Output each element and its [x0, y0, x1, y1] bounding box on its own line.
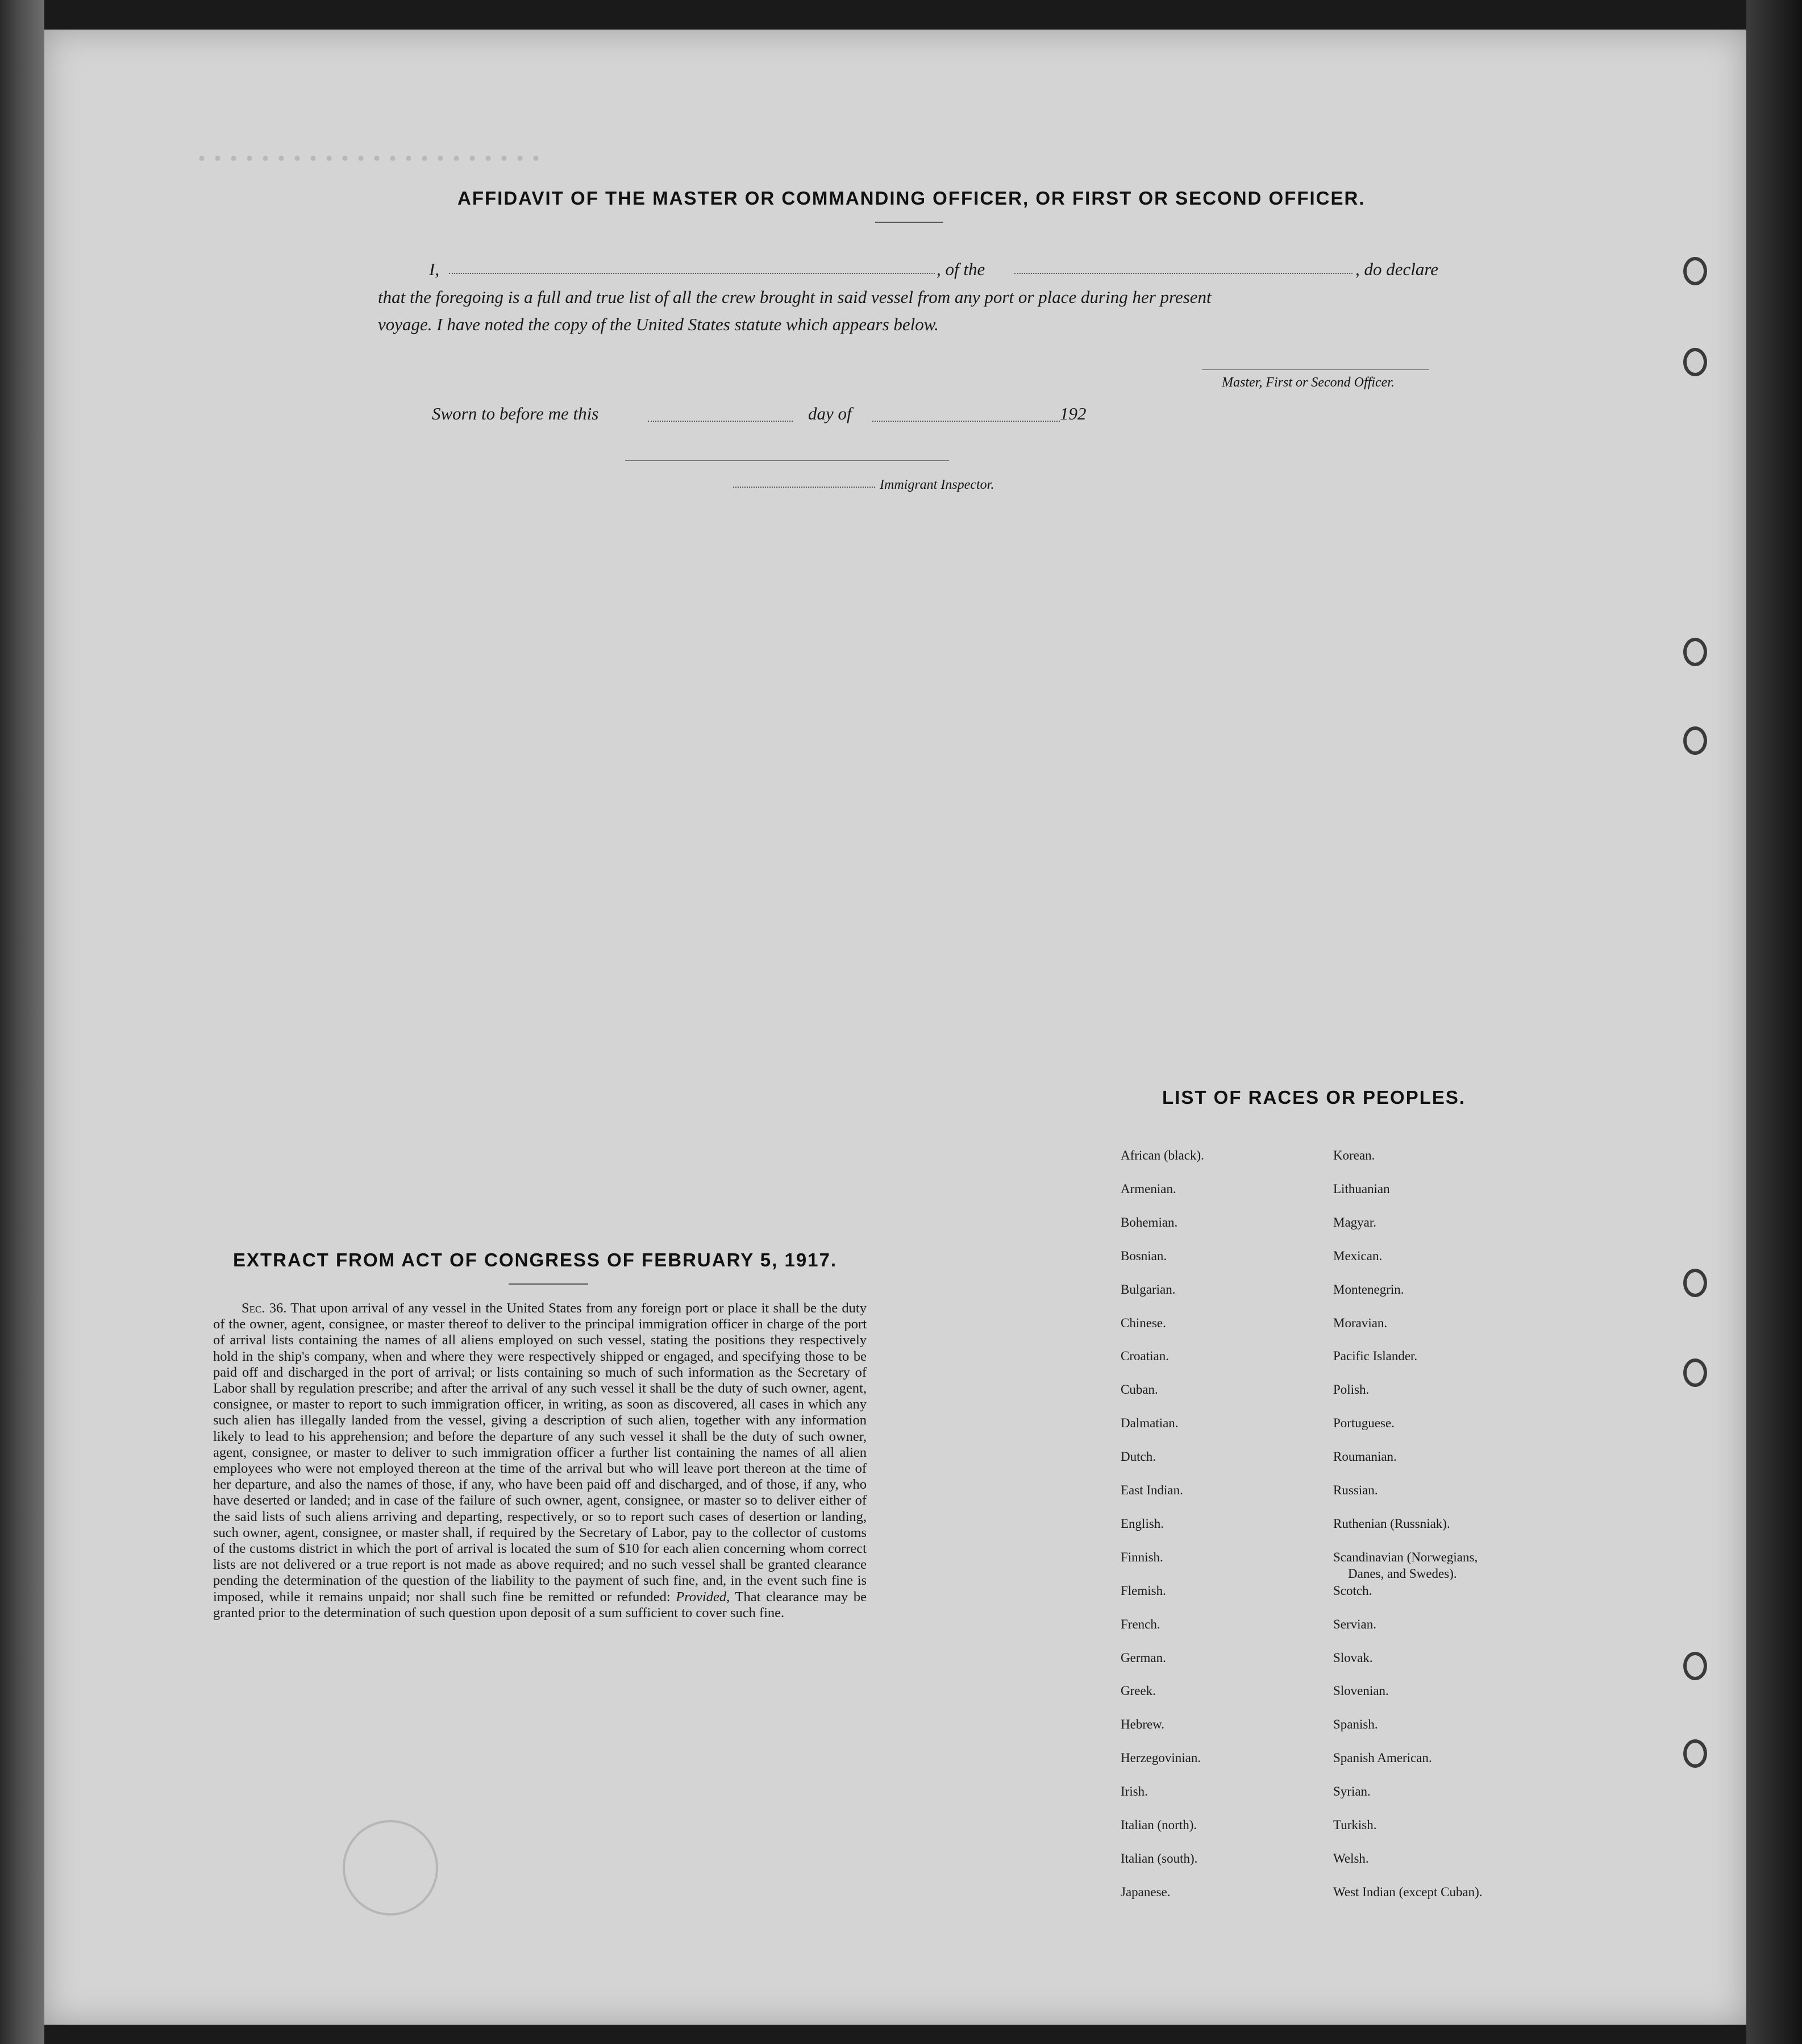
binder-hole-icon [1683, 1739, 1707, 1768]
race-item: Greek. [1121, 1684, 1156, 1698]
race-item: Flemish. [1121, 1583, 1166, 1598]
affidavit-line3: voyage. I have noted the copy of the United States statute which appears below. [378, 314, 939, 334]
binder-hole-icon [1683, 1652, 1707, 1680]
race-item: Dutch. [1121, 1449, 1156, 1464]
race-item: Croatian. [1121, 1349, 1169, 1364]
sworn-day-blank [648, 421, 793, 422]
sworn-prefix: Sworn to before me this [432, 404, 599, 423]
race-item: Slovak. [1333, 1650, 1373, 1665]
affidavit-do-declare: , do declare [1355, 259, 1439, 279]
affidavit-of-the: , of the [937, 259, 985, 279]
vessel-blank [1014, 273, 1352, 274]
affidavit-line2: that the foregoing is a full and true list of all the crew brought in said vessel from any port or place during her present [378, 287, 1212, 307]
race-item: East Indian. [1121, 1483, 1183, 1497]
race-item: Moravian. [1333, 1315, 1388, 1330]
title-rule [875, 222, 943, 223]
sworn-month-blank [872, 421, 1060, 422]
master-signature-line [1202, 369, 1429, 370]
race-item: Cuban. [1121, 1382, 1158, 1397]
race-item: Korean. [1333, 1148, 1375, 1162]
race-item: Polish. [1333, 1382, 1370, 1397]
race-item: Bohemian. [1121, 1215, 1178, 1229]
race-item: Roumanian. [1333, 1449, 1397, 1464]
race-item: Magyar. [1333, 1215, 1377, 1229]
provided-word: Provided, [676, 1589, 730, 1605]
race-item: Lithuanian [1333, 1181, 1390, 1196]
inspector-top-line [625, 460, 949, 461]
race-item: Slovenian. [1333, 1684, 1389, 1698]
section-label: Sec. 36. [242, 1301, 287, 1316]
race-item: Spanish American. [1333, 1751, 1432, 1765]
binder-hole-icon [1683, 348, 1707, 376]
race-item: Dalmatian. [1121, 1416, 1179, 1431]
race-item: Scotch. [1333, 1583, 1372, 1598]
race-item: Scandinavian (Norwegians, [1333, 1549, 1478, 1564]
race-item: Finnish. [1121, 1549, 1163, 1564]
race-item: Welsh. [1333, 1851, 1369, 1866]
affidavit-title: AFFIDAVIT OF THE MASTER OR COMMANDING OFFICER, OR FIRST OR SECOND OFFICER. [457, 188, 1366, 209]
race-item: Armenian. [1121, 1181, 1176, 1196]
race-item: Russian. [1333, 1483, 1378, 1497]
race-item: African (black). [1121, 1148, 1204, 1162]
race-item: Portuguese. [1333, 1416, 1395, 1431]
right-edge-shadow [1746, 0, 1802, 2044]
race-item: Spanish. [1333, 1717, 1378, 1732]
affidavit-i: I, [429, 259, 440, 279]
extract-title: EXTRACT FROM ACT OF CONGRESS OF FEBRUARY 5, 1917. [233, 1249, 838, 1270]
race-item: French. [1121, 1617, 1160, 1631]
race-item: German. [1121, 1650, 1166, 1665]
race-item: Chinese. [1121, 1315, 1166, 1330]
race-item: Montenegrin. [1333, 1282, 1404, 1297]
race-item: Hebrew. [1121, 1717, 1165, 1732]
name-blank [449, 273, 935, 274]
race-right-continuation: Danes, and Swedes). [1348, 1567, 1457, 1581]
race-item: Japanese. [1121, 1884, 1171, 1899]
race-item: Bosnian. [1121, 1248, 1167, 1263]
race-item: West Indian (except Cuban). [1333, 1884, 1483, 1899]
sworn-year: 192 [1060, 404, 1087, 423]
extract-body [213, 1301, 867, 1621]
inspector-signature-line [733, 487, 875, 488]
race-item: Mexican. [1333, 1248, 1383, 1263]
extract-title-rule [509, 1283, 588, 1285]
race-item: Italian (north). [1121, 1818, 1197, 1832]
races-title: LIST OF RACES OR PEOPLES. [1162, 1087, 1466, 1108]
master-label: Master, First or Second Officer. [1222, 375, 1395, 390]
race-item: Irish. [1121, 1784, 1148, 1799]
race-item: English. [1121, 1516, 1164, 1531]
extract-text-part1: That upon arrival of any vessel in the United States from any foreign port or place it shall be the duty of the owner, agent, consignee, or master thereof to deliver to the principal immigration officer in charge of the port of arrival lists containing the names of all aliens employed on such vessel, stating the positions they respectively hold in the ship's company, when and where they were respectively shipped or engaged, and specifying those to be paid off and discharged in the port of arrival; or lists containing so much of such information as the Secretary of Labor shall by regulation prescribe; and after the arrival of any such vessel it shall be the duty of such owner, agent, consignee, or master to report to such immigration officer, in writing, as soon as discovered, all cases in which any such alien has illegally landed from the vessel, giving a description of such alien, together with any information likely to lead to his apprehension; and before the departure of any such vessel it shall be the duty of such owner, agent, consignee, or master to deliver to such immigration officer a further list containing the names of all alien employees who were not employed thereon at the time of the arrival but who will leave port thereon at the time of her departure, and also the names of those, if any, who have been paid off and discharged, and of those, if any, who have deserted or landed; and in case of the failure of such owner, agent, consignee, or master so to deliver either of the said lists of such aliens arriving and departing, respectively, or so to report such cases of desertion or landing, such owner, agent, consignee, or master shall, if required by the Secretary of Labor, pay to the collector of customs of the customs district in which the port of arrival is located the sum of $10 for each alien concerning whom correct lists are not delivered or a true report is not made as above required; and no such vessel shall be granted clearance pending the determination of the question of the liability to the payment of such fine, and, in the event such fine is imposed, while it remains unpaid; nor shall such fine be remitted or refunded: [213, 1301, 867, 1605]
race-item: Italian (south). [1121, 1851, 1198, 1866]
race-item: Servian. [1333, 1617, 1377, 1631]
binder-hole-icon [1683, 257, 1707, 285]
binder-hole-icon [1683, 726, 1707, 755]
binder-hole-icon [1683, 638, 1707, 666]
inspector-label: Immigrant Inspector. [880, 477, 994, 492]
race-item: Bulgarian. [1121, 1282, 1176, 1297]
binder-hole-icon [1683, 1269, 1707, 1297]
race-item: Syrian. [1333, 1784, 1371, 1799]
bleed-through-text: . . . . . . . . . . . . . . . . . . . . . . [198, 132, 540, 168]
extract-text-part2: That clearance may be granted prior to the determination of such question upon deposit of a sum sufficient to cover such fine. [213, 1589, 867, 1621]
left-binding-strip [0, 0, 44, 2044]
sworn-day-of: day of [808, 404, 852, 423]
race-item: Turkish. [1333, 1818, 1377, 1832]
race-item: Pacific Islander. [1333, 1349, 1418, 1364]
binder-hole-icon [1683, 1358, 1707, 1387]
race-item: Herzegovinian. [1121, 1751, 1201, 1765]
faint-stamp [343, 1820, 438, 1916]
race-item: Ruthenian (Russniak). [1333, 1516, 1450, 1531]
